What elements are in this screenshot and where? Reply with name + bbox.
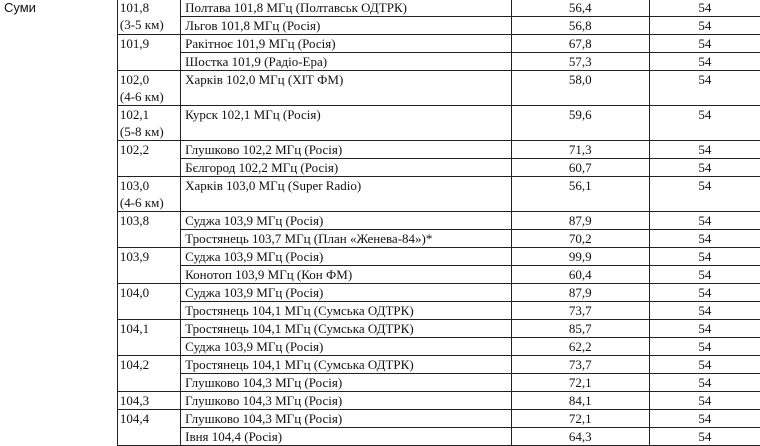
limit-cell: 54 [649,284,760,302]
station-cell: Тростянець 104,1 МГц (Сумська ОДТРК) [181,320,512,338]
signal-level-cell: 56,4 [511,0,649,17]
signal-level-cell: 57,3 [511,53,649,71]
signal-level-cell: 87,9 [511,212,649,230]
frequency-cell [117,392,180,410]
signal-level-cell: 60,4 [511,266,649,284]
station-cell: Глушково 104,3 МГц (Росія) [181,392,512,410]
limit-cell: 54 [649,141,760,159]
frequency-cell [117,212,180,248]
signal-level-cell: 71,3 [511,141,649,159]
signal-level-cell: 99,9 [511,248,649,266]
frequency-value: 104,3 [119,393,150,408]
station-cell: Суджа 103,9 МГц (Росія) [181,338,512,356]
frequency-range: (5-8 км) [119,124,164,139]
limit-cell: 54 [649,248,760,266]
station-cell: Глушково 104,3 МГц (Росія) [181,374,512,392]
limit-cell: 54 [649,338,760,356]
station-cell: Тростянець 104,1 МГц (Сумська ОДТРК) [181,356,512,374]
limit-cell: 54 [649,71,760,106]
frequency-cell [117,248,180,284]
limit-cell: 54 [649,212,760,230]
station-cell: Полтава 101,8 МГц (Полтавськ ОДТРК) [181,0,512,17]
limit-cell: 54 [649,320,760,338]
frequency-value: 104,2 [119,357,150,372]
signal-level-cell: 56,1 [511,177,649,212]
frequency-cell [117,0,180,35]
signal-level-cell: 85,7 [511,320,649,338]
station-cell: Харків 102,0 МГц (ХІТ ФМ) [181,71,512,106]
signal-level-cell: 84,1 [511,392,649,410]
station-cell: Ракітноє 101,9 МГц (Росія) [181,35,512,53]
signal-level-cell: 56,8 [511,17,649,35]
station-cell: Бєлгород 102,2 МГц (Росія) [181,159,512,177]
signal-level-cell: 62,2 [511,338,649,356]
frequency-value: 102,2 [119,142,150,157]
station-cell: Суджа 103,9 МГц (Росія) [181,248,512,266]
station-cell: Глушково 102,2 МГц (Росія) [181,141,512,159]
frequency-value: 102,0 [119,72,150,87]
signal-level-cell: 59,6 [511,106,649,141]
frequency-value: 103,9 [119,249,150,264]
frequency-cell [117,410,180,446]
station-cell: Льгов 101,8 МГц (Росія) [181,17,512,35]
limit-cell: 54 [649,428,760,446]
signal-level-cell: 87,9 [511,284,649,302]
limit-cell: 54 [649,302,760,320]
limit-cell: 54 [649,410,760,428]
limit-cell: 54 [649,35,760,53]
station-cell: Конотоп 103,9 МГц (Кон ФМ) [181,266,512,284]
signal-level-cell: 73,7 [511,356,649,374]
limit-cell: 54 [649,159,760,177]
frequency-cell [117,356,180,392]
frequency-value: 101,9 [119,36,150,51]
limit-cell: 54 [649,356,760,374]
limit-cell: 54 [649,392,760,410]
table-row [0,0,760,17]
station-cell: Курск 102,1 МГц (Росія) [181,106,512,141]
limit-cell: 54 [649,17,760,35]
signal-level-cell: 70,2 [511,230,649,248]
frequency-cell [117,35,180,71]
frequency-value: 103,0 [119,178,150,193]
frequency-range: (4-6 км) [119,89,164,104]
limit-cell: 54 [649,177,760,212]
signal-level-cell: 73,7 [511,302,649,320]
station-cell: Суджа 103,9 МГц (Росія) [181,284,512,302]
frequency-value: 104,1 [119,321,150,336]
signal-level-cell: 58,0 [511,71,649,106]
station-cell: Глушково 104,3 МГц (Росія) [181,410,512,428]
city-name: Суми [4,0,36,15]
limit-cell: 54 [649,0,760,17]
signal-level-cell: 72,1 [511,410,649,428]
limit-cell: 54 [649,374,760,392]
station-cell: Тростянець 103,7 МГц (План «Женева-84»)* [181,230,512,248]
frequency-value: 102,1 [119,107,150,122]
limit-cell: 54 [649,106,760,141]
signal-level-cell: 67,8 [511,35,649,53]
signal-level-cell: 72,1 [511,374,649,392]
station-cell: Шостка 101,9 (Радіо-Ера) [181,53,512,71]
frequency-cell [117,71,180,106]
limit-cell: 54 [649,230,760,248]
frequency-value: 103,8 [119,213,150,228]
limit-cell: 54 [649,266,760,284]
frequency-cell [117,320,180,356]
limit-cell: 54 [649,53,760,71]
city-cell [0,0,117,446]
station-cell: Харків 103,0 МГц (Super Radio) [181,177,512,212]
frequency-cell [117,284,180,320]
frequency-range: (3-5 км) [119,17,164,32]
frequency-range: (4-6 км) [119,195,164,210]
frequency-value: 101,8 [119,0,150,15]
frequency-cell [117,106,180,141]
signal-level-cell: 60,7 [511,159,649,177]
signal-level-cell: 64,3 [511,428,649,446]
station-cell: Суджа 103,9 МГц (Росія) [181,212,512,230]
station-cell: Тростянець 104,1 МГц (Сумська ОДТРК) [181,302,512,320]
frequency-value: 104,4 [119,411,150,426]
frequency-cell [117,177,180,212]
frequency-cell [117,141,180,177]
frequency-value: 104,0 [119,285,150,300]
station-cell: Івня 104,4 (Росія) [181,428,512,446]
